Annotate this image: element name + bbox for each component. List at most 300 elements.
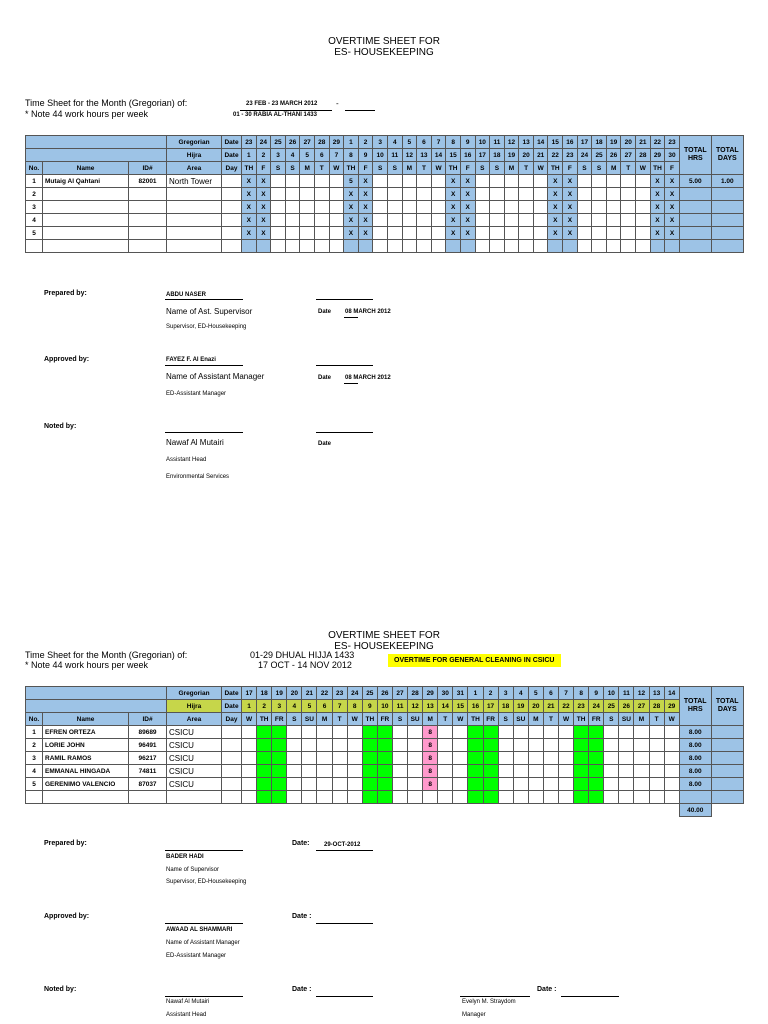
row-day-cell bbox=[287, 752, 302, 765]
row-name: RAMIL RAMOS bbox=[43, 752, 129, 765]
row-id: 82001 bbox=[129, 175, 167, 188]
header-blank bbox=[26, 136, 167, 149]
row-day-cell bbox=[332, 739, 347, 752]
blank-cell bbox=[377, 791, 392, 804]
row-day-cell bbox=[314, 201, 329, 214]
day-cell: S bbox=[475, 162, 490, 175]
row-day-cell bbox=[332, 752, 347, 765]
hijri-date-cell: 25 bbox=[604, 700, 619, 713]
row-day-cell bbox=[533, 188, 548, 201]
row-day-cell bbox=[332, 726, 347, 739]
row-day-cell bbox=[453, 778, 468, 791]
row-day-cell bbox=[636, 227, 651, 240]
hijri-date-cell: 30 bbox=[665, 149, 680, 162]
row-day-cell bbox=[438, 739, 453, 752]
row-day-cell bbox=[373, 214, 388, 227]
row-day-cell: X bbox=[358, 188, 373, 201]
row-day-cell: 8 bbox=[423, 739, 438, 752]
row-name: LORIE JOHN bbox=[43, 739, 129, 752]
table-row bbox=[26, 175, 744, 188]
day-cell: TH bbox=[574, 713, 589, 726]
blank-cell bbox=[543, 791, 558, 804]
row-day-cell bbox=[619, 765, 634, 778]
day-cell: W bbox=[347, 713, 362, 726]
row-day-cell: X bbox=[446, 227, 461, 240]
row-day-cell bbox=[577, 175, 592, 188]
table-row bbox=[26, 778, 744, 791]
hijri-date-cell: 18 bbox=[498, 700, 513, 713]
row-day-cell bbox=[347, 726, 362, 739]
row-day-cell: X bbox=[650, 175, 665, 188]
sheet2-approved-label: Approved by: bbox=[44, 913, 90, 920]
row-day-cell bbox=[519, 214, 534, 227]
row-day-cell bbox=[387, 175, 402, 188]
row-day-cell bbox=[475, 214, 490, 227]
row-day-cell bbox=[257, 752, 272, 765]
gregorian-date-cell: 13 bbox=[519, 136, 534, 149]
sheet2-prepared-name: BADER HADI bbox=[166, 854, 204, 860]
row-day-cell bbox=[392, 726, 407, 739]
row-no: 1 bbox=[26, 726, 43, 739]
day-cell: SU bbox=[619, 713, 634, 726]
sheet1-approved-date-label: Date bbox=[318, 375, 332, 381]
row-day-cell bbox=[519, 175, 534, 188]
row-day-cell bbox=[302, 778, 317, 791]
row-id bbox=[129, 214, 167, 227]
sheet2-prepared-date-label: Date: bbox=[292, 840, 310, 847]
hijri-date-cell: 6 bbox=[314, 149, 329, 162]
hijri-date-cell: 25 bbox=[592, 149, 607, 162]
gregorian-date-cell: 14 bbox=[533, 136, 548, 149]
row-day-cell bbox=[589, 726, 604, 739]
hijri-date-cell: 18 bbox=[490, 149, 505, 162]
gregorian-date-cell: 24 bbox=[347, 687, 362, 700]
row-day-cell bbox=[528, 739, 543, 752]
blank-cell bbox=[563, 240, 578, 253]
row-day-blank bbox=[222, 726, 242, 739]
blank-cell bbox=[483, 791, 498, 804]
row-day-cell: X bbox=[242, 188, 257, 201]
row-day-cell: X bbox=[460, 175, 475, 188]
day-cell: T bbox=[543, 713, 558, 726]
total-days-header: TOTAL DAYS bbox=[711, 687, 743, 726]
hijri-date-cell: 12 bbox=[408, 700, 423, 713]
row-day-cell bbox=[513, 726, 528, 739]
row-day-cell bbox=[362, 726, 377, 739]
row-day-cell bbox=[558, 765, 573, 778]
row-day-cell bbox=[558, 726, 573, 739]
row-day-blank bbox=[222, 214, 242, 227]
hijra-label: Hijra bbox=[167, 149, 222, 162]
sheet1-prepared-date: 08 MARCH 2012 bbox=[345, 309, 391, 315]
row-total-hrs bbox=[679, 227, 711, 240]
row-day-cell bbox=[373, 188, 388, 201]
gregorian-date-cell: 2 bbox=[483, 687, 498, 700]
gregorian-date-cell: 5 bbox=[528, 687, 543, 700]
sheet1-prepared-date-label: Date bbox=[318, 309, 332, 315]
day-cell: S bbox=[285, 162, 300, 175]
day-cell: S bbox=[387, 162, 402, 175]
day-cell: S bbox=[604, 713, 619, 726]
row-day-cell bbox=[664, 726, 679, 739]
sheet1-title: OVERTIME SHEET FOR bbox=[328, 36, 440, 47]
row-day-cell bbox=[287, 778, 302, 791]
blank-cell bbox=[533, 240, 548, 253]
gregorian-date-cell: 15 bbox=[548, 136, 563, 149]
row-day-cell bbox=[604, 752, 619, 765]
sheet1-noted-role: Assistant Head bbox=[166, 457, 207, 463]
row-day-cell bbox=[431, 188, 446, 201]
row-total-days bbox=[711, 739, 743, 752]
row-day-cell bbox=[475, 175, 490, 188]
row-area: CSICU bbox=[167, 765, 222, 778]
row-day-cell bbox=[475, 188, 490, 201]
gregorian-date-cell: 20 bbox=[621, 136, 636, 149]
day-cell: W bbox=[558, 713, 573, 726]
gregorian-date-cell: 17 bbox=[242, 687, 257, 700]
gregorian-date-cell: 16 bbox=[563, 136, 578, 149]
row-area: CSICU bbox=[167, 752, 222, 765]
row-no: 2 bbox=[26, 188, 43, 201]
row-day-cell bbox=[257, 739, 272, 752]
sheet2-noted-role: Assistant Head bbox=[166, 1012, 207, 1018]
row-day-cell bbox=[377, 752, 392, 765]
sheet2-note: * Note 44 work hours per week bbox=[25, 660, 149, 670]
row-day-cell: X bbox=[460, 201, 475, 214]
row-day-cell: X bbox=[563, 201, 578, 214]
row-day-cell: X bbox=[256, 214, 271, 227]
row-day-cell bbox=[387, 214, 402, 227]
gregorian-date-cell: 23 bbox=[242, 136, 257, 149]
row-day-cell bbox=[604, 778, 619, 791]
row-day-cell: X bbox=[563, 188, 578, 201]
row-day-cell bbox=[592, 214, 607, 227]
blank-cell bbox=[498, 791, 513, 804]
row-day-cell: X bbox=[460, 214, 475, 227]
blank-cell bbox=[453, 791, 468, 804]
gregorian-date-cell: 3 bbox=[373, 136, 388, 149]
row-day-cell bbox=[604, 726, 619, 739]
row-total-days bbox=[711, 752, 743, 765]
hijri-date-cell: 1 bbox=[242, 149, 257, 162]
blank-cell bbox=[636, 240, 651, 253]
row-day-cell bbox=[504, 175, 519, 188]
sheet2-noted-name: Nawaf Al Mutairi bbox=[166, 999, 210, 1005]
row-day-cell bbox=[271, 188, 286, 201]
row-id bbox=[129, 227, 167, 240]
row-day-cell bbox=[287, 765, 302, 778]
row-day-cell bbox=[634, 739, 649, 752]
row-total-days bbox=[711, 765, 743, 778]
table-row bbox=[26, 765, 744, 778]
row-day-cell: X bbox=[242, 227, 257, 240]
hijri-date-cell: 4 bbox=[285, 149, 300, 162]
day-cell: TH bbox=[257, 713, 272, 726]
row-day-cell bbox=[300, 214, 315, 227]
row-day-cell: 5 bbox=[344, 175, 359, 188]
row-day-cell: X bbox=[358, 227, 373, 240]
row-day-cell bbox=[504, 188, 519, 201]
blank-cell bbox=[504, 240, 519, 253]
sheet1-period-greg: 23 FEB - 23 MARCH 2012 bbox=[246, 101, 318, 107]
sheet2-approved-role: Name of Assistant Manager bbox=[166, 940, 240, 946]
row-day-cell bbox=[558, 739, 573, 752]
day-cell: M bbox=[300, 162, 315, 175]
row-day-cell bbox=[408, 778, 423, 791]
row-day-cell bbox=[257, 726, 272, 739]
row-day-cell bbox=[634, 726, 649, 739]
hijri-date-cell: 24 bbox=[577, 149, 592, 162]
row-day-cell bbox=[574, 726, 589, 739]
blank-cell bbox=[387, 240, 402, 253]
row-day-cell bbox=[271, 201, 286, 214]
gregorian-date-cell: 3 bbox=[498, 687, 513, 700]
day-cell: SU bbox=[513, 713, 528, 726]
gregorian-date-cell: 26 bbox=[285, 136, 300, 149]
day-cell: W bbox=[453, 713, 468, 726]
table-row bbox=[26, 752, 744, 765]
row-day-cell: X bbox=[563, 175, 578, 188]
row-total-days: 1.00 bbox=[711, 175, 743, 188]
blank-cell bbox=[446, 240, 461, 253]
row-day-cell bbox=[490, 175, 505, 188]
gregorian-date-cell: 27 bbox=[300, 136, 315, 149]
hijri-date-cell: 26 bbox=[619, 700, 634, 713]
hijri-date-cell: 5 bbox=[302, 700, 317, 713]
row-day-cell bbox=[636, 214, 651, 227]
blank-cell bbox=[242, 240, 257, 253]
row-day-cell bbox=[453, 765, 468, 778]
row-day-cell bbox=[431, 201, 446, 214]
row-no: 5 bbox=[26, 227, 43, 240]
row-day-cell bbox=[431, 227, 446, 240]
row-day-cell bbox=[438, 752, 453, 765]
blank-cell bbox=[519, 240, 534, 253]
day-cell: T bbox=[417, 162, 432, 175]
row-total-hrs bbox=[679, 201, 711, 214]
blank-cell bbox=[634, 791, 649, 804]
row-day-cell: 8 bbox=[423, 765, 438, 778]
day-cell: T bbox=[649, 713, 664, 726]
row-day-cell bbox=[377, 726, 392, 739]
row-day-cell bbox=[453, 752, 468, 765]
date-label: Date bbox=[222, 700, 242, 713]
row-day-cell bbox=[257, 765, 272, 778]
blank-cell bbox=[548, 240, 563, 253]
blank-cell bbox=[314, 240, 329, 253]
row-day-cell bbox=[373, 201, 388, 214]
row-day-cell bbox=[664, 752, 679, 765]
row-day-blank bbox=[222, 175, 242, 188]
blank-cell bbox=[26, 240, 43, 253]
name-header: Name bbox=[43, 162, 129, 175]
gregorian-date-cell: 9 bbox=[589, 687, 604, 700]
row-day-blank bbox=[222, 752, 242, 765]
gregorian-date-cell: 7 bbox=[558, 687, 573, 700]
day-cell: TH bbox=[650, 162, 665, 175]
blank-cell bbox=[574, 791, 589, 804]
row-name: EMMANAL HINGADA bbox=[43, 765, 129, 778]
hijri-date-cell: 28 bbox=[649, 700, 664, 713]
row-day-cell bbox=[438, 778, 453, 791]
row-total-hrs: 8.00 bbox=[679, 752, 711, 765]
day-cell: S bbox=[287, 713, 302, 726]
row-day-cell bbox=[387, 227, 402, 240]
row-day-cell bbox=[592, 175, 607, 188]
hijri-date-cell: 21 bbox=[533, 149, 548, 162]
row-day-cell bbox=[543, 726, 558, 739]
row-day-cell bbox=[417, 227, 432, 240]
header-row-gregorian bbox=[26, 687, 744, 700]
gregorian-date-cell: 29 bbox=[329, 136, 344, 149]
gregorian-date-cell: 29 bbox=[423, 687, 438, 700]
row-day-cell bbox=[592, 188, 607, 201]
day-cell: F bbox=[563, 162, 578, 175]
id-header: ID# bbox=[129, 162, 167, 175]
blank-cell bbox=[592, 240, 607, 253]
gregorian-date-cell: 19 bbox=[606, 136, 621, 149]
row-day-cell bbox=[634, 765, 649, 778]
row-day-cell bbox=[329, 214, 344, 227]
day-cell: S bbox=[490, 162, 505, 175]
row-day-cell bbox=[392, 752, 407, 765]
blank-cell bbox=[344, 240, 359, 253]
row-day-cell bbox=[649, 752, 664, 765]
day-cell: S bbox=[498, 713, 513, 726]
row-day-cell bbox=[604, 739, 619, 752]
row-day-cell bbox=[528, 778, 543, 791]
sheet2-prepared-label: Prepared by: bbox=[44, 840, 87, 847]
gregorian-date-cell: 25 bbox=[362, 687, 377, 700]
gregorian-date-cell: 8 bbox=[446, 136, 461, 149]
row-day-cell bbox=[649, 765, 664, 778]
row-no: 3 bbox=[26, 752, 43, 765]
row-day-cell bbox=[558, 752, 573, 765]
row-total-days bbox=[711, 227, 743, 240]
blank-cell bbox=[167, 791, 222, 804]
row-day-cell bbox=[314, 214, 329, 227]
sheet1-prepared-name: ABDU NASER bbox=[166, 292, 207, 298]
hijri-date-cell: 3 bbox=[271, 149, 286, 162]
row-day-cell bbox=[577, 188, 592, 201]
row-day-cell bbox=[417, 201, 432, 214]
row-day-cell bbox=[347, 778, 362, 791]
sheet2-period-hijri: 01-29 DHUAL HIJJA 1433 bbox=[250, 650, 355, 660]
blank-cell bbox=[664, 791, 679, 804]
table-row-blank bbox=[26, 240, 744, 253]
row-day-cell bbox=[285, 175, 300, 188]
day-cell: M bbox=[528, 713, 543, 726]
row-day-cell bbox=[302, 739, 317, 752]
row-no: 3 bbox=[26, 201, 43, 214]
row-total-hrs: 8.00 bbox=[679, 778, 711, 791]
blank-cell bbox=[604, 791, 619, 804]
blank-cell bbox=[317, 791, 332, 804]
row-day-cell bbox=[373, 227, 388, 240]
day-cell: F bbox=[256, 162, 271, 175]
day-cell: W bbox=[242, 713, 257, 726]
row-day-cell bbox=[498, 739, 513, 752]
row-day-cell bbox=[577, 214, 592, 227]
row-id bbox=[129, 188, 167, 201]
hijri-date-cell: 7 bbox=[332, 700, 347, 713]
hijri-date-cell: 2 bbox=[256, 149, 271, 162]
row-day-cell bbox=[475, 227, 490, 240]
row-day-cell bbox=[387, 188, 402, 201]
hijri-date-cell: 23 bbox=[563, 149, 578, 162]
row-day-cell bbox=[636, 188, 651, 201]
row-day-cell: X bbox=[548, 214, 563, 227]
row-day-cell bbox=[490, 214, 505, 227]
row-day-cell bbox=[285, 214, 300, 227]
row-day-cell bbox=[377, 778, 392, 791]
row-day-cell bbox=[498, 752, 513, 765]
row-day-cell bbox=[300, 175, 315, 188]
hijri-date-cell: 27 bbox=[621, 149, 636, 162]
sheet1-prepared-role: Name of Ast. Supervisor bbox=[166, 307, 253, 316]
row-day-cell bbox=[589, 778, 604, 791]
row-day-cell: X bbox=[548, 201, 563, 214]
row-day-cell bbox=[392, 739, 407, 752]
blank-cell bbox=[362, 791, 377, 804]
row-day-cell bbox=[300, 227, 315, 240]
row-day-blank bbox=[222, 765, 242, 778]
id-header: ID# bbox=[129, 713, 167, 726]
header-row-hijra bbox=[26, 700, 744, 713]
sheet2-noted-role2: Manager bbox=[462, 1012, 486, 1018]
row-day-cell bbox=[490, 227, 505, 240]
gregorian-date-cell: 26 bbox=[377, 687, 392, 700]
grand-total-spacer bbox=[26, 804, 680, 817]
day-cell: TH bbox=[242, 162, 257, 175]
day-cell: F bbox=[460, 162, 475, 175]
day-cell: W bbox=[431, 162, 446, 175]
row-total-days bbox=[711, 201, 743, 214]
row-day-cell bbox=[592, 227, 607, 240]
row-day-cell bbox=[272, 726, 287, 739]
header-row-columns bbox=[26, 162, 744, 175]
row-day-cell bbox=[606, 227, 621, 240]
blank-cell bbox=[577, 240, 592, 253]
row-day-cell bbox=[592, 201, 607, 214]
sheet1-noted-label: Noted by: bbox=[44, 423, 77, 430]
row-day-cell bbox=[468, 752, 483, 765]
blank-cell bbox=[300, 240, 315, 253]
gregorian-date-cell: 13 bbox=[649, 687, 664, 700]
header-row-columns bbox=[26, 713, 744, 726]
row-day-blank bbox=[222, 188, 242, 201]
row-day-cell bbox=[362, 778, 377, 791]
total-hrs-header: TOTAL HRS bbox=[679, 136, 711, 175]
row-day-cell: X bbox=[563, 227, 578, 240]
row-day-cell bbox=[606, 214, 621, 227]
gregorian-date-cell: 18 bbox=[257, 687, 272, 700]
blank-cell bbox=[256, 240, 271, 253]
gregorian-date-cell: 25 bbox=[271, 136, 286, 149]
hijri-date-cell: 13 bbox=[417, 149, 432, 162]
row-day-blank bbox=[222, 778, 242, 791]
hijri-date-cell: 16 bbox=[468, 700, 483, 713]
gregorian-date-cell: 28 bbox=[408, 687, 423, 700]
hijri-date-cell: 27 bbox=[634, 700, 649, 713]
row-day-cell bbox=[347, 765, 362, 778]
day-cell: TH bbox=[362, 713, 377, 726]
day-cell: S bbox=[392, 713, 407, 726]
row-day-cell bbox=[271, 175, 286, 188]
row-day-cell bbox=[619, 752, 634, 765]
row-day-cell bbox=[649, 739, 664, 752]
row-area: CSICU bbox=[167, 778, 222, 791]
